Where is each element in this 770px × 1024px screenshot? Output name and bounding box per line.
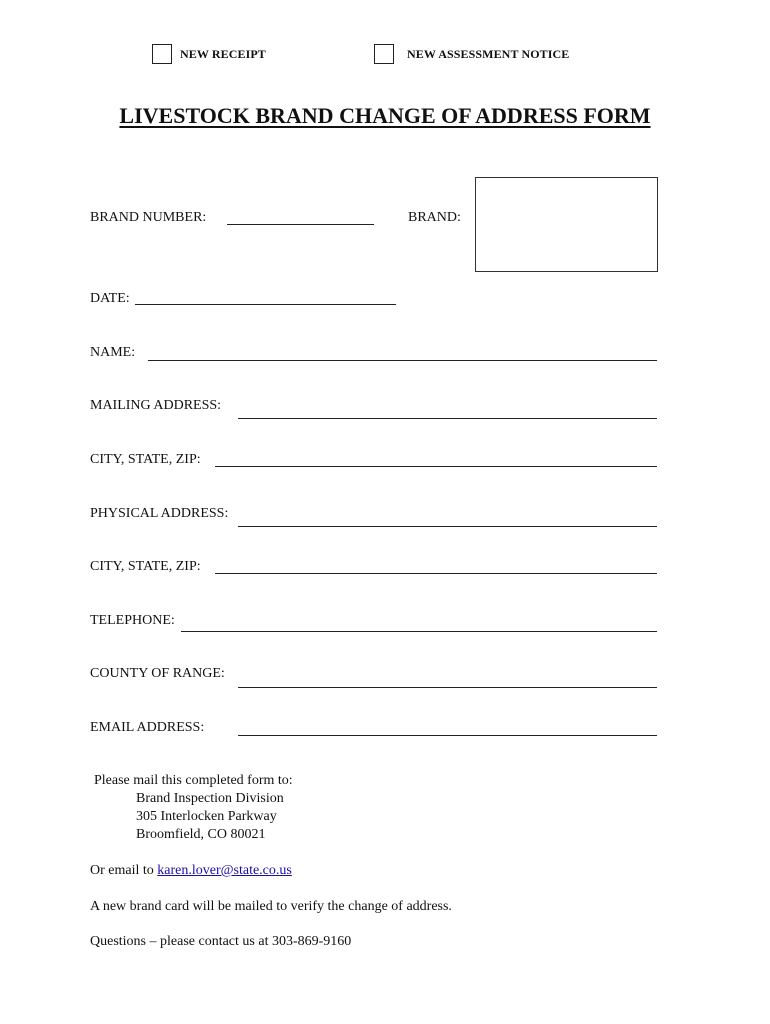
- telephone-label: TELEPHONE:: [90, 613, 175, 628]
- physical-address-field[interactable]: [238, 526, 657, 527]
- mailing-city-state-zip-field[interactable]: [215, 466, 657, 467]
- email-address-field[interactable]: [238, 735, 657, 736]
- mail-address-line-2: 305 Interlocken Parkway: [136, 809, 277, 824]
- new-assessment-notice-label: NEW ASSESSMENT NOTICE: [407, 47, 570, 61]
- new-assessment-notice-checkbox[interactable]: [374, 44, 394, 64]
- new-card-notice: A new brand card will be mailed to verify the change of address.: [90, 899, 452, 914]
- date-field[interactable]: [135, 304, 396, 305]
- county-of-range-field[interactable]: [238, 687, 657, 688]
- physical-city-state-zip-field[interactable]: [215, 573, 657, 574]
- brand-label: BRAND:: [408, 210, 461, 225]
- email-address-label: EMAIL ADDRESS:: [90, 720, 205, 735]
- brand-number-field[interactable]: [227, 224, 374, 225]
- form-title: LIVESTOCK BRAND CHANGE OF ADDRESS FORM: [119, 103, 651, 128]
- physical-address-label: PHYSICAL ADDRESS:: [90, 506, 229, 521]
- mailing-city-state-zip-label: CITY, STATE, ZIP:: [90, 452, 201, 467]
- mail-address-line-3: Broomfield, CO 80021: [136, 827, 266, 842]
- mailing-address-field[interactable]: [238, 418, 657, 419]
- email-prefix: Or email to: [90, 863, 154, 878]
- mail-address-line-1: Brand Inspection Division: [136, 791, 284, 806]
- brand-number-label: BRAND NUMBER:: [90, 210, 207, 225]
- brand-drawing-box[interactable]: [475, 177, 658, 272]
- questions-contact: Questions – please contact us at 303-869-9160: [90, 934, 352, 949]
- telephone-field[interactable]: [181, 631, 657, 632]
- new-receipt-checkbox[interactable]: [152, 44, 172, 64]
- email-instructions: [90, 863, 292, 879]
- physical-city-state-zip-label: CITY, STATE, ZIP:: [90, 559, 201, 574]
- email-link[interactable]: karen.lover@state.co.us: [157, 863, 292, 878]
- name-field[interactable]: [148, 360, 657, 361]
- mailing-address-label: MAILING ADDRESS:: [90, 398, 222, 413]
- new-receipt-label: NEW RECEIPT: [180, 47, 266, 61]
- county-of-range-label: COUNTY OF RANGE:: [90, 666, 225, 681]
- date-label: DATE:: [90, 291, 130, 306]
- mail-instructions: Please mail this completed form to:: [94, 773, 293, 788]
- name-label: NAME:: [90, 345, 136, 360]
